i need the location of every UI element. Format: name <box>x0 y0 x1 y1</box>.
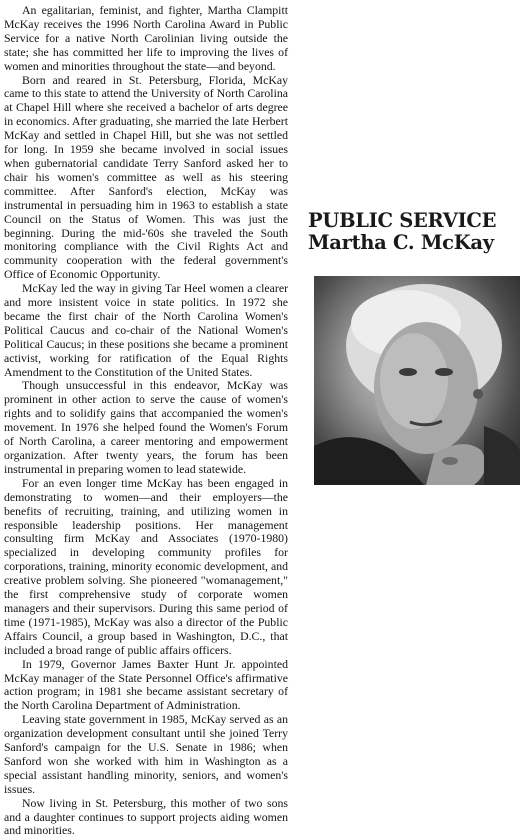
article-paragraph: For an even longer time McKay has been engaged in demonstrating to women—and their employers—the benefits of recruiting, training, and utilizing women in responsible leadership positions. Her management consulting firm McKay and Associates (1970-1980) specialized in developing community profiles for corporations, training, minority economic development, and creative problem solving. She pioneered "womanagement," the first comprehensive study of corporate women managers and their supervisors. During this same period of time (1971-1985), McKay was also a director of the Public Affairs Council, a group based in Washington, D.C., that included a broad range of public affairs officers. <box>4 475 288 657</box>
award-category: PUBLIC SERVICE <box>308 209 497 232</box>
portrait-photo <box>314 276 520 485</box>
article-paragraph: Born and reared in St. Petersburg, Florida, McKay came to this state to attend the University of North Carolina at Chapel Hill where she received a bachelor of arts degree in economics. After graduating, she married the late Herbert McKay and settled in Chapel Hill, but she was not settled for long. In 1959 she became involved in social issues when gubernatorial candidate Terry Sanford asked her to chair his women's committee as well as his steering committee. After Sanford's election, McKay was instrumental in persuading him in 1963 to establish a state Council on the Status of Women. This was just the beginning. During the mid-'60s she traveled the South monitoring compliance with the Civil Rights Act and community cooperation with the federal government's Office of Economic Opportunity. <box>4 72 288 282</box>
article-paragraph: Though unsuccessful in this endeavor, McKay was prominent in other action to serve the cause of women's rights and to solidify gains that accompanied the women's movement. In 1976 she helped found the Women's Forum of North Carolina, a career mentoring and empowerment organization. After twenty years, the forum has been instrumental in preparing women to lead statewide. <box>4 378 288 476</box>
article-paragraph: McKay led the way in giving Tar Heel women a clearer and more insistent voice in state politics. In 1972 she became the first chair of the North Carolina Women's Political Caucus and co-chair of the National Women's Political Caucus; in these positions she became a prominent activist, working for ratification of the Equal Rights Amendment to the Constitution of the United States. <box>4 281 288 379</box>
portrait-image <box>314 276 520 485</box>
award-heading <box>308 210 520 254</box>
article-body <box>4 3 288 838</box>
recipient-name: Martha C. McKay <box>308 231 494 254</box>
article-paragraph: In 1979, Governor James Baxter Hunt Jr. appointed McKay manager of the State Personnel Office's affirmative action program; in 1981 she became assistant secretary of the North Carolina Department of Administration. <box>4 656 288 713</box>
article-paragraph: An egalitarian, feminist, and fighter, Martha Clampitt McKay receives the 1996 North Carolina Award in Public Service for a native North Carolinian living outside the state; she has committed her life to improving the lives of women and minorities throughout the state—and beyond. <box>4 3 288 73</box>
article-paragraph: Now living in St. Petersburg, this mother of two sons and a daughter continues to support projects aiding women and minorities. <box>4 795 288 838</box>
article-paragraph: Leaving state government in 1985, McKay served as an organization development consultant until she joined Terry Sanford's campaign for the U.S. Senate in 1986; when Sanford won she worked with him in Washington as a special assistant handling minority, seniors, and women's issues. <box>4 712 288 796</box>
